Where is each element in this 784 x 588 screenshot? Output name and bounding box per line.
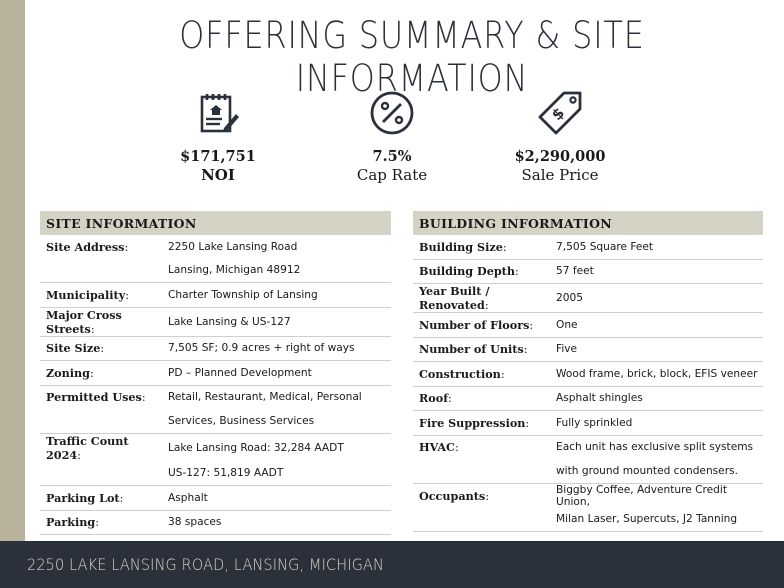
table-row [40,510,391,535]
kpi-noi [148,88,288,184]
kpi-label: Cap Rate [356,166,428,184]
table-row [413,259,763,284]
row-value: Lansing, Michigan 48912 [162,259,391,283]
row-label [40,486,162,511]
row-value: 57 feet [550,259,763,284]
row-label [40,283,162,308]
table-row [40,283,391,308]
table-row [413,313,763,338]
kpi-value: $171,751 [180,148,256,165]
row-label [40,235,162,259]
row-label-empty [40,462,162,486]
row-label [413,435,550,459]
kpi-sale-price [490,88,630,184]
row-label [413,235,550,259]
kpi-label: NOI [201,166,235,184]
table-row [413,435,763,459]
row-value: Lake Lansing Road: 32,284 AADT [168,441,344,454]
row-value: Asphalt shingles [550,386,763,411]
table-row [40,259,391,283]
table-row [413,459,763,483]
row-label [413,337,550,362]
table-row [413,483,763,508]
row-label-empty [40,259,162,283]
kpi-value: 7.5% [372,148,412,165]
price-tag-icon [534,88,586,140]
row-label-text: Roof [419,391,449,406]
row-label-colon: : [485,489,489,503]
row-label-text: Site Address [46,239,125,254]
footer-bar [0,541,784,588]
row-value: 2250 Lake Lansing Road [168,240,298,253]
row-label [413,313,550,338]
row-label-colon: : [523,343,528,357]
row-value: Asphalt [162,486,391,511]
table-row [40,486,391,511]
site-information-table [40,211,391,535]
row-value: PD – Planned Development [162,361,391,386]
row-label-colon: : [502,240,507,254]
row-label-empty [413,459,550,483]
row-label-text: Zoning [46,365,90,380]
row-value: Biggby Coffee, Adventure Credit Union, [556,483,727,508]
row-label-text: Major Cross Streets [46,307,122,336]
row-label-colon: : [484,299,489,312]
table-row [413,386,763,411]
row-value: Each unit has exclusive split systems [556,441,754,454]
kpi-value: $2,290,000 [514,148,606,165]
row-value: Fully sprinkled [550,411,763,436]
row-label-empty [40,409,162,433]
row-value: 2005 [550,284,763,313]
table-row [413,411,763,436]
side-accent-bar [0,0,25,541]
table-row [40,409,391,433]
row-label [40,361,162,386]
row-label-colon: : [90,322,95,336]
row-label [413,483,550,508]
row-label-text: Construction [419,366,501,381]
table-header: SITE INFORMATION [40,211,391,235]
row-label-colon: : [529,318,534,332]
row-value: 7,505 SF; 0.9 acres + right of ways [162,336,391,361]
table-row [40,235,391,259]
row-label [413,284,550,313]
footer-address: 2250 LAKE LANSING ROAD, LANSING, MICHIGAN [27,555,385,574]
row-label-text: Number of Floors [419,317,530,332]
row-value: Five [550,337,763,362]
row-label-colon: : [77,448,81,462]
contract-icon [192,88,244,140]
row-value: One [550,313,763,338]
row-label-text: Parking [46,515,96,530]
row-label-text: Municipality [46,287,126,302]
row-label [40,336,162,361]
row-value: Milan Laser, Supercuts, J2 Tanning [550,508,763,532]
row-label-colon: : [500,367,505,381]
row-label-colon: : [100,342,105,356]
row-label-colon: : [454,441,459,455]
row-value: 7,505 Square Feet [550,235,763,259]
row-label [413,362,550,387]
table-row [40,433,391,462]
row-label-colon: : [89,366,94,380]
percent-icon [366,88,418,140]
row-label [40,510,162,535]
table-row [40,336,391,361]
row-value: Retail, Restaurant, Medical, Personal [168,391,362,404]
row-label-text: Fire Suppression [419,415,526,430]
row-label-text: Building Size [419,239,503,254]
row-label [40,307,162,336]
row-label [413,411,550,436]
row-value: Charter Township of Lansing [162,283,391,308]
row-label-text: Permitted Uses [46,390,142,405]
table-row [413,508,763,532]
row-label-colon: : [525,416,530,430]
row-label-colon: : [514,265,519,279]
row-value: with ground mounted condensers. [550,459,763,483]
row-label [413,259,550,284]
table-row [413,235,763,259]
row-label-colon: : [141,391,146,405]
row-value: Lake Lansing & US-127 [162,307,391,336]
row-label-text: Site Size [46,341,101,356]
row-label-colon: : [119,491,124,505]
table-row [413,337,763,362]
row-value: Services, Business Services [162,409,391,433]
page-title: OFFERING SUMMARY & SITE INFORMATION [179,14,645,100]
svg-text:$: $ [547,103,569,125]
kpi-label: Sale Price [521,166,599,184]
table-row [40,361,391,386]
row-label-text: Number of Units [419,342,524,357]
row-label-text: Parking Lot [46,490,120,505]
table-row [413,362,763,387]
row-label [40,433,162,462]
row-label-text: Building Depth [419,264,515,279]
table-row [40,462,391,486]
row-label-text: Occupants [419,488,486,503]
table-row [40,307,391,336]
row-label-empty [413,508,550,532]
row-label-text: HVAC [419,440,455,455]
row-label-text: Year Built / Renovated [419,284,490,312]
building-information-table [413,211,763,532]
table-row [413,284,763,313]
row-value: 38 spaces [162,510,391,535]
row-label [40,385,162,409]
row-label-colon: : [448,392,452,406]
row-label-colon: : [95,516,99,530]
table-row [40,385,391,409]
row-label-colon: : [124,240,129,254]
row-label [413,386,550,411]
row-value: Wood frame, brick, block, EFIS veneer [550,362,763,387]
kpi-cap-rate [322,88,462,184]
row-value: US-127: 51,819 AADT [162,462,391,486]
table-header: BUILDING INFORMATION [413,211,763,235]
row-label-colon: : [125,288,129,302]
row-label-text: Traffic Count 2024 [46,433,129,462]
